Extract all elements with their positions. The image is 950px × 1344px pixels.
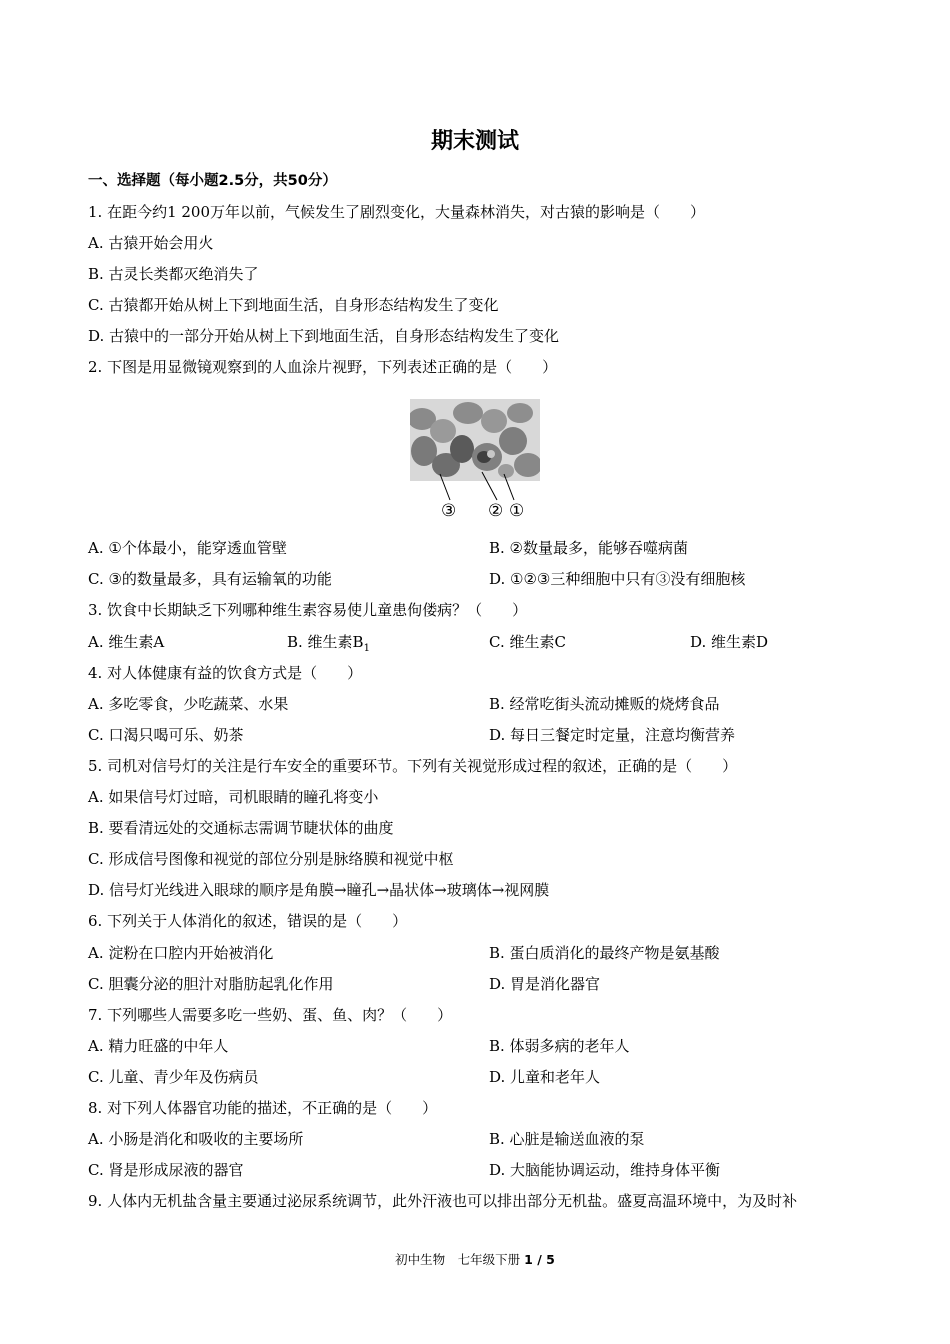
question-4-option-c: C. 口渴只喝可乐、奶茶 [88, 726, 244, 744]
question-6-stem: 6. 下列关于人体消化的叙述，错误的是（ ） [88, 912, 408, 930]
question-5-option-b: B. 要看清远处的交通标志需调节睫状体的曲度 [88, 819, 394, 837]
question-8-option-c: C. 肾是形成尿液的器官 [88, 1161, 244, 1179]
figure-label-3: ③ [441, 501, 457, 521]
question-8-option-d: D. 大脑能协调运动，维持身体平衡 [489, 1161, 721, 1179]
figure-label-2: ② [488, 501, 504, 521]
question-2-option-d: D. ①②③三种细胞中只有③没有细胞核 [489, 570, 746, 588]
question-7-option-d: D. 儿童和老年人 [489, 1068, 601, 1086]
question-5-stem: 5. 司机对信号灯的关注是行车安全的重要环节。下列有关视觉形成过程的叙述，正确的是（ ） [88, 757, 738, 775]
question-5-option-d: D. 信号灯光线进入眼球的顺序是角膜→瞳孔→晶状体→玻璃体→视网膜 [88, 881, 550, 899]
question-3-stem: 3. 饮食中长期缺乏下列哪种维生素容易使儿童患佝偻病？（ ） [88, 601, 528, 619]
question-2-option-a: A. ①个体最小，能穿透血管壁 [88, 539, 287, 557]
question-5-option-c: C. 形成信号图像和视觉的部位分别是脉络膜和视觉中枢 [88, 850, 454, 868]
section-heading: 一、选择题（每小题2.5分，共50分） [88, 173, 337, 189]
question-3-option-b: B. 维生素$B_1$ [287, 633, 370, 654]
page-number: 1 / 5 [524, 1252, 555, 1267]
figure-label-1: ① [509, 501, 525, 521]
question-6-option-a: A. 淀粉在口腔内开始被消化 [88, 944, 274, 962]
page-title: 期末测试 [430, 129, 519, 154]
question-8-stem: 8. 对下列人体器官功能的描述，不正确的是（ ） [88, 1099, 438, 1117]
question-7-option-c: C. 儿童、青少年及伤病员 [88, 1068, 259, 1086]
question-4-option-d: D. 每日三餐定时定量，注意均衡营养 [489, 726, 736, 744]
question-2-option-c: C. ③的数量最多，具有运输氧的功能 [88, 570, 332, 588]
question-7-option-b: B. 体弱多病的老年人 [489, 1037, 630, 1055]
question-3-option-a: A. 维生素A [88, 633, 165, 651]
question-1-option-a: A. 古猿开始会用火 [88, 234, 214, 252]
blood-smear-micrograph [410, 399, 540, 481]
question-1-option-d: D. 古猿中的一部分开始从树上下到地面生活，自身形态结构发生了变化 [88, 327, 560, 345]
question-6-option-b: B. 蛋白质消化的最终产物是氨基酸 [489, 944, 720, 962]
question-6-option-d: D. 胃是消化器官 [489, 975, 601, 993]
question-1-option-b: B. 古灵长类都灭绝消失了 [88, 265, 259, 283]
question-8-option-a: A. 小肠是消化和吸收的主要场所 [88, 1130, 304, 1148]
question-2-stem: 2. 下图是用显微镜观察到的人血涂片视野，下列表述正确的是（ ） [88, 358, 558, 376]
page-footer [0, 1250, 950, 1268]
question-1-stem: 1. 在距今约1 200万年以前，气候发生了剧烈变化，大量森林消失，对古猿的影响是（ ） [88, 203, 706, 221]
question-7-stem: 7. 下列哪些人需要多吃一些奶、蛋、鱼、肉？（ ） [88, 1006, 453, 1024]
question-4-stem: 4. 对人体健康有益的饮食方式是（ ） [88, 664, 363, 682]
question-6-option-c: C. 胆囊分泌的胆汁对脂肪起乳化作用 [88, 975, 334, 993]
question-3-option-d: D. 维生素D [690, 633, 769, 651]
question-4-option-a: A. 多吃零食，少吃蔬菜、水果 [88, 695, 289, 713]
question-1-option-c: C. 古猿都开始从树上下到地面生活，自身形态结构发生了变化 [88, 296, 499, 314]
question-4-option-b: B. 经常吃街头流动摊贩的烧烤食品 [489, 695, 720, 713]
question-7-option-a: A. 精力旺盛的中年人 [88, 1037, 229, 1055]
question-8-option-b: B. 心脏是输送血液的泵 [489, 1130, 645, 1148]
question-9-stem: 9. 人体内无机盐含量主要通过泌尿系统调节，此外汗液也可以排出部分无机盐。盛夏高温环境中，为及时补 [88, 1192, 798, 1210]
footer-text: 初中生物 七年级下册 [395, 1252, 521, 1267]
figure-pointer-lines [410, 470, 540, 504]
question-2-option-b: B. ②数量最多，能够吞噬病菌 [489, 539, 689, 557]
question-3-option-c: C. 维生素C [489, 633, 566, 651]
question-5-option-a: A. 如果信号灯过暗，司机眼睛的瞳孔将变小 [88, 788, 379, 806]
